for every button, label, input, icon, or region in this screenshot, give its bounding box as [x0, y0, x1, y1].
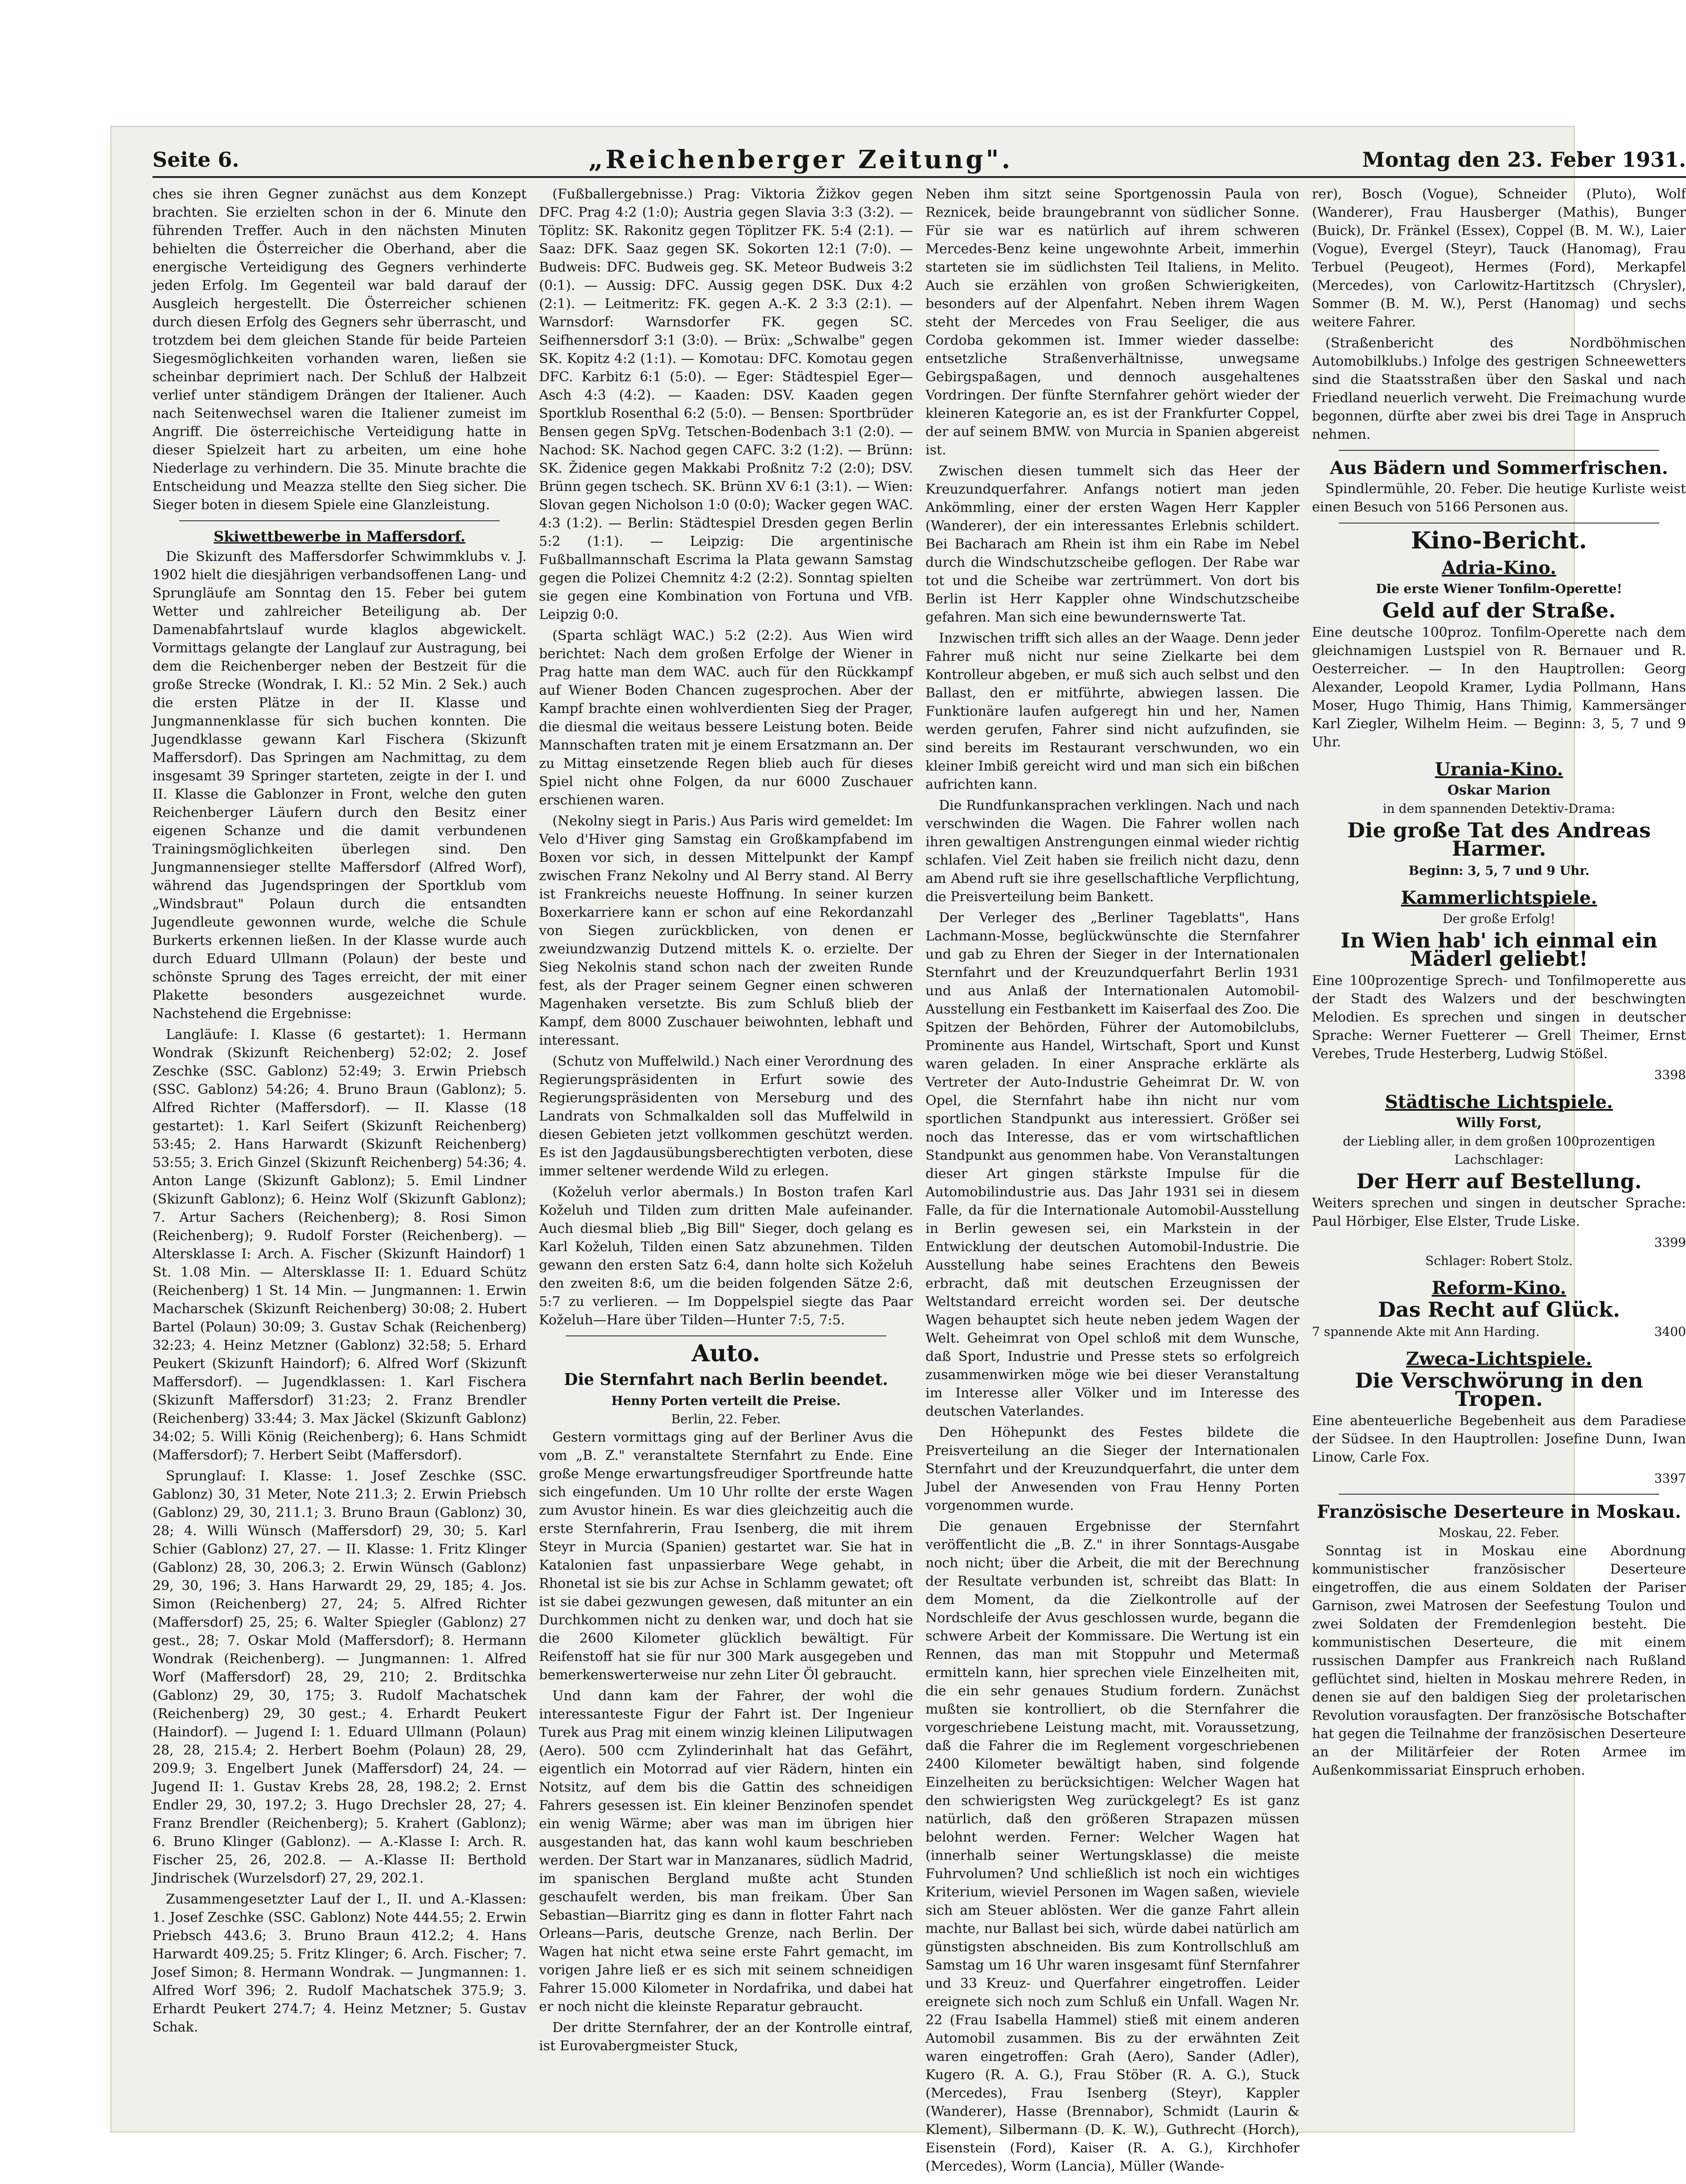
article-text: Neben ihm sitzt seine Sportgenossin Paula von Reznicek, beide braungebrannt von südlicher Sonne. Für sie war es natürlich auf ihrem schweren Mercedes-Benz keine ungewohnte Arbeit, immerhin starteten sie im südlichsten Teil Italiens, in Melito. Auch sie erzählen von großen Schwierigkeiten, besonders auf der Alpenfahrt. Neben ihrem Wagen steht der Mercedes von Frau Seeliger, die aus Cordoba gekommen ist. Immer wieder dasselbe: entsetzliche Straßenverhältnisse, unwegsame Gebirgspaßagen, und dennoch ausgehaltenes Vordringen. Der fünfte Sternfahrer gehört wieder der kleineren Kategorie an, es ist der Frankfurter Coppel, der auf seinem BMW. von Murcia in Spanien abgereist ist.: [925, 186, 1299, 458]
column-2: [539, 185, 913, 2111]
results-text: Zusammengesetzter Lauf der I., II. und A.-Klassen: 1. Josef Zeschke (SSC. Gablonz) Note 444.55; 2. Erwin Priebsch 443.6; 3. Bruno Braun 412.2; 4. Hans Harwardt 409.25; 5. Fritz Klinger; 6. Arch. Fischer; 7. Josef Simon; 8. Hermann Wondrak. — Jungmannen: 1. Alfred Worf 396; 2. Rudolf Machatschek 375.9; 3. Erhardt Peukert 274.7; 4. Heinz Metzner; 5. Gustav Schak.: [152, 1891, 526, 2035]
article-subheadline: Henny Porten verteilt die Preise.: [611, 1393, 841, 1408]
article-text: (Straßenbericht des Nordböhmischen Automobilklubs.) Infolge des gestrigen Schneewetters sind die Staatsstraßen über den Saskal und nach Friedland neuerlich verweht. Die Freimachung wurde begonnen, dürfte aber zwei bis drei Tage in Anspruch nehmen.: [1312, 335, 1686, 442]
cinema-name: Reform-Kino.: [1431, 1277, 1567, 1298]
column-3: [925, 185, 1299, 2174]
article-text: Die Rundfunkansprachen verklingen. Nach und nach verschwinden die Wagen. Die Fahrer wollen nach ihren gewaltigen Anstrengungen einmal wieder richtig schlafen. Viel Zeit haben sie freilich nicht dazu, denn am Abend ruft sie ihre gesellschaftliche Verpflichtung, die Preisverteilung beim Bankett.: [925, 798, 1299, 905]
film-description: 7 spannende Akte mit Ann Harding.: [1312, 1324, 1540, 1339]
page-number: Seite 6.: [152, 148, 239, 172]
article-text: Und dann kam der Fahrer, der wohl die interessanteste Figur der Fahrt ist. Der Ingenieur Turek aus Prag mit einem winzig kleinen Liliputwagen (Aero). 500 ccm Zylinderinhalt hat das Gefährt, eigentlich ein Motorrad auf vier Rädern, hinten ein Notsitz, auf dem bis die Gattin des schneidigen Fahrers gesessen ist. Ein kleiner Benzinofen spendet ein wenig Wärme; aber was man im übrigen hier ausgestanden hat, das kann wohl kaum beschrieben werden. Der Start war in Manzanares, südlich Madrid, im spanischen Bergland mußte acht Stunden geschaufelt werden, bis man freikam. Über San Sebastian—Biarritz ging es dann in flotter Fahrt nach Orleans—Paris, deutsche Grenze, nach Berlin. Der Wagen hat nicht etwa seine erste Fahrt gemacht, im vorigen Jahre ließ er es sich mit seinem schneidigen Fahrer 15.000 Kilometer in Nordafrika, und dabei hat er noch nicht die kleinste Reparatur gebraucht.: [539, 1688, 913, 2015]
film-title: Die Verschwörung in den Tropen.: [1355, 1368, 1643, 1411]
article-text: (Koželuh verlor abermals.) In Boston trafen Karl Koželuh und Tilden zum dritten Male aufeinander. Auch diesmal blieb „Big Bill" Sieger, doch gelang es Karl Koželuh, Tilden einen Satz abzunehmen. Tilden gewann den ersten Satz 6:4, dann holte sich Koželuh den zweiten 8:6, um die beiden folgenden Sätze 2:6, 5:7 zu verlieren. — Im Doppelspiel siegte das Paar Koželuh—Hare über Tilden—Hunter 7:5, 7:5.: [539, 1184, 913, 1328]
article-headline: Französische Deserteure in Moskau.: [1316, 1501, 1682, 1522]
article-text: (Fußballergebnisse.) Prag: Viktoria Žižkov gegen DFC. Prag 4:2 (1:0); Austria gegen Slavia 3:3 (3:2). — Töplitz: SK. Rakonitz gegen Töplitzer FK. 5:4 (2:1). — Saaz: DFK. Saaz gegen SK. Sokorten 12:1 (7:0). — Budweis: DFC. Budweis geg. SK. Meteor Budweis 3:2 (0:1). — Aussig: DFC. Aussig gegen DSK. Dux 4:2 (2:1). — Leitmeritz: FK. gegen A.-K. 2 3:3 (2:1). — Warnsdorf: Warnsdorfer FK. gegen SC. Seifhennersdorf 3:1 (3:0). — Brüx: „Schwalbe" gegen SK. Kopitz 4:2 (1:1). — Komotau: DFC. Komotau gegen DFC. Karbitz 6:1 (5:0). — Eger: Städtespiel Eger—Asch 4:3 (4:2). — Kaaden: DSV. Kaaden gegen Sportklub Rosenthal 6:2 (5:0). — Bensen: Sportbrüder Bensen gegen SpVg. Tetschen-Bodenbach 3:1 (2:0). — Nachod: SK. Nachod gegen CAFC. 3:2 (1:2). — Brünn: SK. Židenice gegen Makkabi Proßnitz 7:2 (2:0); DSV. Brünn gegen tschech. SK. Brünn XV 6:1 (3:1). — Wien: Slovan gegen Nicholson 1:0 (0:0); Wacker gegen WAC. 4:3 (1:2). — Berlin: Städtespiel Dresden gegen Berlin 5:2 (1:1). — Leipzig: Die argentinische Fußballmannschaft Escrima la Plata gewann Samstag gegen die Polizei Chemnitz 4:2 (2:2). Sonntag spielten sie gegen eine Kombination von Fortuna und VfB. Leipzig 0:0.: [539, 186, 913, 622]
ad-number: 3398: [1654, 1067, 1686, 1082]
cinema-tagline: Der große Erfolg!: [1443, 911, 1555, 926]
article-text: Inzwischen trifft sich alles an der Waage. Denn jeder Fahrer muß nicht nur seine Zielkarte bei dem Kontrolleur abgeben, er muß sich auch selbst und den Ballast, den er mitführte, abwiegen lassen. Die Funktionäre laufen aufgeregt hin und her, Namen werden gerufen, Fahrer sind nicht aufzufinden, sie sind bereits im Restaurant verschwunden, wo ein kleiner Imbiß gereicht wird und man sich ein bißchen aufrichten kann.: [925, 630, 1299, 792]
columns: [152, 185, 1686, 2174]
article-text: rer), Bosch (Vogue), Schneider (Pluto), Wolf (Wanderer), Frau Hausberger (Mathis), Bunger (Buick), Dr. Fränkel (Essex), Coppel (B. M. W.), Laier (Vogue), Evergel (Steyr), Tauck (Hanomag), Frau Terbuel (Peugeot), Hermes (Ford), Merkapfel (Mercedes), von Carlowitz-Hartitzsch (Chrysler), Sommer (B. M. W.), Perst (Hanomag) und sechs weitere Fahrer.: [1312, 186, 1686, 330]
article-text: Zwischen diesen tummelt sich das Heer der Kreuzundquerfahrer. Anfangs notiert man jeden Ankömmling, einer der ersten Wagen Herr Kappler (Wanderer), der ein interessantes Erlebnis schildert. Bei Bacharach am Rhein ist ihm ein Rabe im Nebel durch die Windschutzscheibe geflogen. Der Rabe war tot und die Scheibe war zertrümmert. Von dort bis Berlin ist Herr Kappler ohne Windschutzscheibe gefahren. Man sich eine bewundernswerte Tat.: [925, 463, 1299, 625]
divider: [1339, 1494, 1659, 1495]
article-text: Den Höhepunkt des Festes bildete die Preisverteilung an die Sieger der Internationalen Sternfahrt und der Kreuzundquerfahrt, die unter dem Jubel der Anwesenden von Frau Henny Porten vorgenommen wurde.: [925, 1425, 1299, 1513]
film-music: Schlager: Robert Stolz.: [1425, 1253, 1573, 1268]
section-heading-auto: Auto.: [691, 1340, 761, 1367]
article-text: Gestern vormittags ging auf der Berliner Avus die vom „B. Z." veranstaltete Sternfahrt zu Ende. Eine große Menge erwartungsfreudiger Sportfreunde hatte sich eingefunden. Um 10 Uhr rollte der erste Wagen zum Avustor hinein. Es war dies gleichzeitig auch die erste Sternfahrerin, Frau Isenberg, die mit ihrem Steyr in Murcia (Spanien) gestartet war. Sie hat in Katalonien fast unpassierbare Wege gehabt, in Rhonetal ist sie bis zur Achse in Schlamm gewatet; oft ist sie dabei gezwungen gewesen, daß mitunter an ein Durchkommen nicht zu denken war, und doch hat sie die 2600 Kilometer glücklich bewältigt. Für Reifenstoff hat sie für nur 300 Mark ausgegeben und bemerkenswerterweise nur zehn Liter Öl gebraucht.: [539, 1430, 913, 1683]
cinema-name: Adria-Kino.: [1442, 557, 1556, 578]
film-title: Die große Tat des Andreas Harmer.: [1347, 818, 1651, 861]
newspaper-page: [111, 127, 1686, 2174]
article-text: Der Verleger des „Berliner Tageblatts", Hans Lachmann-Mosse, beglückwünschte die Sternfahrer und gab zu Ehren der Sieger in der Internationalen Sternfahrt und der Kreuzundquerfahrt Berlin 1931 und aus Anlaß der Internationalen Automobil-Ausstellung ein Festbankett im Kaiserfaal des Zoo. Die Spitzen der Behörden, Führer der Automobilclubs, Prominente aus Handel, Wirtschaft, Sport und Kunst waren geladen. In einer Ansprache erklärte als Vertreter der Auto-Industrie Geheimrat Dr. W. von Opel, die Sternfahrt habe ihn nicht nur vom sportlichen Standpunkt aus interessiert. Größer sei noch das Interesse, das er vom wirtschaftlichen Standpunkt aus genommen habe. Von Veranstaltungen dieser Art gingen stärkste Impulse für die Automobilindustrie aus. Das Jahr 1931 sei in diesem Falle, da für die Internationale Automobil-Ausstellung in Berlin gewesen sei, ein Markstein in der Entwicklung der deutschen Automobil-Industrie. Die Ausstellung habe seines Erachtens den Beweis erbracht, daß mit deutschen Erzeugnissen der Weltstandard erreicht worden sei. Der deutsche Wagen behauptet sich heute neben jedem Wagen der Welt. Geheimrat von Opel schloß mit dem Wunsche, daß Sport, Industrie und Presse stets so erfolgreich zusammenwirken möge wie bei dieser Veranstaltung im Interesse aller Völker und im Interesse des deutschen Vaterlandes.: [925, 910, 1299, 1419]
article-text: Sonntag ist in Moskau eine Abordnung kommunistischer französischer Deserteure eingetroffen, die aus einem Soldaten der Pariser Garnison, zwei Matrosen der Seefestung Toulon und zwei Soldaten der Fremdenlegion besteht. Die kommunistischen Deserteure, die mit einem russischen Dampfer aus Frankreich nach Rußland geflüchtet sind, hielten in Moskau mehrere Reden, in denen sie auf den baldigen Sieg der proletarischen Revolution vorausfagten. Der französische Botschafter hat gegen die Teilnahme der französischen Deserteure an der Militärfeier der Roten Armee im Außenkommissariat Einspruch erhoben.: [1312, 1543, 1686, 1778]
film-star: Willy Forst,: [1456, 1115, 1542, 1131]
article-text: (Sparta schlägt WAC.) 5:2 (2:2). Aus Wien wird berichtet: Nach dem großen Erfolge der Wiener in Prag hatte man dem WAC. auch für den Rückkampf auf Wiener Boden Chancen zugesprochen. Aber der Kampf brachte einen wohlverdienten Sieg der Prager, die diesmal die weitaus bessere Leistung boten. Beide Mannschaften traten mit je einem Ersatzmann an. Der zu Mittag einsetzende Regen blieb auch für dieses Spiel nicht ohne Folgen, da nur 6000 Zuschauer erschienen waren.: [539, 628, 913, 808]
section-heading: Skiwettbewerbe in Maffersdorf.: [214, 528, 465, 545]
column-4: [1312, 185, 1686, 2111]
article-text: Der dritte Sternfahrer, der an der Kontrolle eintraf, ist Eurovabergmeister Stuck,: [539, 2020, 913, 2054]
film-description: Eine abenteuerliche Begebenheit aus dem Paradiese der Südsee. In den Hauptrollen: Josefine Dunn, Iwan Linow, Carle Fox.: [1312, 1413, 1686, 1465]
film-cast: Weiters sprechen und singen in deutscher Sprache: Paul Hörbiger, Else Elster, Trude Liske.: [1312, 1195, 1686, 1229]
film-line: [1312, 1323, 1686, 1341]
issue-date: Montag den 23. Feber 1931.: [1362, 148, 1686, 172]
results-text: Langläufe: I. Klasse (6 gestartet): 1. Hermann Wondrak (Skizunft Reichenberg) 52:02; 2. Josef Zeschke (SSC. Gablonz) 52:49; 3. Erwin Priebsch (SSC. Gablonz) 54:26; 4. Bruno Braun (Gablonz); 5. Alfred Richter (Maffersdorf). — II. Klasse (18 gestartet): 1. Karl Seifert (Skizunft Reichenberg) 53:45; 2. Hans Harwardt (Skizunft Reichenberg) 53:55; 3. Erich Ginzel (Skizunft Reichenberg) 54:36; 4. Anton Lange (Skizunft Gablonz); 5. Emil Lindner (Skizunft Gablonz); 6. Heinz Wolf (Skizunft Gablonz); 7. Artur Sachers (Reichenberg); 8. Rosi Simon (Reichenberg); 9. Rudolf Forster (Reichenberg). — Altersklasse I: Arch. A. Fischer (Skizunft Haindorf) 1 St. 1.08 Min. — Altersklasse II: 1. Eduard Schütz (Reichenberg) 1 St. 14 Min. — Jungmannen: 1. Erwin Macharschek (Skizunft Reichenberg) 30:08; 2. Hubert Bartel (Polaun) 30:09; 3. Gustav Schak (Reichenberg) 32:23; 4. Heinz Metzner (Gablonz) 32:58; 5. Erhard Peukert (Skizunft Haindorf); 6. Alfred Worf (Skizunft Maffersdorf). — Jugendklassen: 1. Karl Fischera (Skizunft Maffersdorf) 31:23; 2. Franz Brendler (Reichenberg) 33:44; 3. Max Jäckel (Skizunft Gablonz) 34:02; 5. Willi König (Reichenberg); 6. Hans Schmidt (Maffersdorf); 7. Herbert Seibt (Maffersdorf).: [152, 1027, 526, 1463]
cinema-name: Zweca-Lichtspiele.: [1406, 1348, 1592, 1369]
cinema-tagline: Die erste Wiener Tonfilm-Operette!: [1376, 581, 1622, 596]
masthead: „Reichenberger Zeitung".: [588, 145, 1013, 174]
divider: [566, 1335, 886, 1336]
article-text: (Schutz von Muffelwild.) Nach einer Verordnung des Regierungspräsidenten in Erfurt sowie des Regierungspräsidenten von Merseburg und des Landrats von Schmalkalden soll das Muffelwild in diesen Gebieten jetzt vollkommen geschützt werden. Es ist den Jagdausübungsberechtigten verboten, diese immer seltener werdende Wild zu erlegen.: [539, 1054, 913, 1179]
showtimes: Beginn: 3, 5, 7 und 9 Uhr.: [1408, 863, 1590, 878]
film-title: In Wien hab' ich einmal ein Mäderl geliebt!: [1341, 928, 1657, 971]
article-text: Die Skizunft des Maffersdorfer Schwimmklubs v. J. 1902 hielt die diesjährigen verbandsoffenen Lang- und Sprungläufe am Sonntag den 15. Feber bei gutem Wetter und zahlreicher Beteiligung ab. Der Damenabfahrtslauf wurde klaglos abgewickelt. Vormittags gelangte der Langlauf zur Austragung, bei dem die Reichenberger neben der Bestzeit für die große Strecke (Wondrak, I. Kl.: 52 Min. 2 Sek.) auch die ersten Plätze in der II. Klasse und Jungmannenklasse für sich buchen konnten. Die Jugendklasse gewann Karl Fischera (Skizunft Maffersdorf). Das Springen am Nachmittag, zu dem insgesamt 39 Springer starteten, zeigte in der I. und II. Klasse die Gablonzer in Front, welche den guten Reichenberger Läufern durch den Besitz einer eigenen Schanze und die damit verbundenen Trainingsmöglichkeiten überlegen sind. Den Jungmannensieger stellte Maffersdorf (Alfred Worf), während das Jugendspringen der Sportklub vom „Windsbraut" Polaun durch die entsandten Jugendleute gewonnen wurde, welche die Schule Burkerts erkennen ließen. In der Klasse wurde auch durch Eduard Ullmann (Polaun) der beste und schönste Sprung des Tages erreicht, der mit einer Plakette besonders ausgezeichnet wurde. Nachstehend die Ergebnisse:: [152, 549, 526, 1022]
dateline: Moskau, 22. Feber.: [1439, 1525, 1559, 1540]
film-star: Oskar Marion: [1447, 783, 1551, 798]
film-title: Der Herr auf Bestellung.: [1356, 1169, 1642, 1193]
page-header: [152, 144, 1686, 175]
header-rule: [152, 176, 1686, 178]
article-text: Spindlermühle, 20. Feber. Die heutige Kurliste weist einen Besuch von 5166 Personen aus.: [1312, 481, 1686, 515]
column-1: [152, 185, 526, 2111]
section-heading-kino: Kino-Bericht.: [1411, 527, 1587, 554]
ad-number: 3397: [1654, 1471, 1686, 1486]
section-heading-baeder: Aus Bädern und Sommerfrischen.: [1330, 457, 1668, 478]
article-text: (Nekolny siegt in Paris.) Aus Paris wird gemeldet: Im Velo d'Hiver ging Samstag ein Großkampfabend im Boxen vor sich, in dessen Mittelpunkt der Kampf zwischen Franz Nekolny und Al Berry stand. Al Berry ist Frankreichs neueste Hoffnung. In seiner kurzen Boxerkarriere kann er schon auf eine Rekordanzahl von Siegen zurückblicken, von denen er zweiundzwanzig Dutzend mittels K. o. erzielte. Der Sieg Nekolnis stand schon nach der zweiten Runde fest, als der Prager seinem Gegner einen schweren Magenhaken versetzte. Bis zum Schluß blieb der Kampf, dem 8000 Zuschauer beiwohnten, lebhaft und interessant.: [539, 813, 913, 1048]
film-description: in dem spannenden Detektiv-Drama:: [1382, 801, 1616, 816]
article-headline: Die Sternfahrt nach Berlin beendet.: [564, 1370, 888, 1389]
article-text: Die genauen Ergebnisse der Sternfahrt veröffentlicht die „B. Z." in ihrer Sonntags-Ausgabe noch nicht; über die Arbeit, die mit der Berechnung der Resultate verbunden ist, schreibt das Blatt: In dem Moment, da die Zielkontrolle auf der Nordschleife der Avus geschlossen wurde, begann die schwere Arbeit der Kommissare. Die Wertung ist ein Rennen, das man mit Stoppuhr und Metermaß ermitteln kann, hier sprechen viele Einzelheiten mit, die ein sehr genaues Studium fordern. Zunächst mußten sie kontrolliert, ob die Sternfahrer die vorgeschriebene Leistung macht, mit. Voraussetzung, daß die Fahrer die im Reglement vorgeschriebenen 2400 Kilometer bewältigt haben, sind folgende Einzelheiten zu berücksichtigen: Welcher Wagen hat den schwierigsten Weg zurückgelegt? Es ist ganz natürlich, daß den größeren Strapazen müssen belohnt werden. Ferner: Welcher Wagen hat (innerhalb seiner Wertungsklasse) die meiste Fuhrvolumen? Und schließlich ist noch ein wichtiges Kriterium, wieviel Personen im Wagen saßen, wieviele sich am Steuer ablösten. Wer die ganze Fahrt allein machte, nur Ballast bei sich, würde dabei natürlich am günstigsten abschneiden. Bis zum Kontrollschluß am Samstag um 16 Uhr waren insgesamt fünf Sternfahrer und 33 Kreuz- und Querfahrer eingetroffen. Leider ereignete sich noch zum Schluß ein Unfall. Wagen Nr. 22 (Frau Isabella Hammel) stieß mit einem anderen Automobil zusammen. Bis zu der erwähnten Zeit waren eingetroffen: Grah (Aero), Sander (Adler), Kugero (R. A. G.), Frau Stöber (R. A. G.), Stuck (Mercedes), Frau Isenberg (Steyr), Kappler (Wanderer), Hasse (Brennabor), Schmidt (Laurin & Klement), Silbermann (D. K. W.), Guthrecht (Horch), Eisenstein (Ford), Kaiser (R. A. G.), Kirchhofer (Mercedes), Worm (Lancia), Müller (Wande-: [925, 1519, 1299, 2174]
ad-number: 3400: [1654, 1324, 1686, 1339]
divider: [179, 520, 500, 521]
film-description: Eine 100prozentige Sprech- und Tonfilmoperette aus der Stadt des Walzers und der beschwingten Melodien. Es sprechen und singen in deutscher Sprache: Werner Fuetterer — Grell Theimer, Ernst Verebes, Trude Hesterberg, Ludwig Stößel.: [1312, 973, 1686, 1062]
article-text: ches sie ihren Gegner zunächst aus dem Konzept brachten. Sie erzielten schon in der 6. Minute den führenden Treffer. Auch in den nächsten Minuten behielten die Österreicher die Oberhand, aber die energische Verteidigung des Gegners verhinderte jeden Erfolg. Im Gegenteil war bald darauf der Ausgleich hergestellt. Die Österreicher schienen durch diesen Erfolg des Gegners sehr überrascht, und trotzdem bei dem gleichen Stande für beide Parteien Siegesmöglichkeiten vorhanden waren, ließen sie scheinbar deprimiert nach. Der Schluß der Halbzeit verlief unter ständigem Drängen der Italiener. Auch nach Seitenwechsel waren die Italiener zumeist im Angriff. Die österreichische Verteidigung hatte in dieser Spielzeit hart zu arbeiten, um eine hohe Niederlage zu verhindern. Die 35. Minute brachte die Entscheidung und Meazza stellte den Sieg sicher. Die Sieger boten in diesem Spiele eine Glanzleistung.: [152, 186, 526, 513]
results-text: Sprunglauf: I. Klasse: 1. Josef Zeschke (SSC. Gablonz) 30, 31 Meter, Note 211.3; 2. Erwin Priebsch (Gablonz) 29, 30, 211.1; 3. Bruno Braun (Gablonz) 30, 28; 4. Willi Wünsch (Maffersdorf) 29, 30; 5. Karl Schier (Gablonz) 27, 27. — II. Klasse: 1. Fritz Klinger (Gablonz) 28, 30, 206.3; 2. Erwin Wünsch (Gablonz) 29, 30, 196; 3. Hans Harwardt 29, 29, 185; 4. Jos. Simon (Reichenberg) 27, 24; 5. Alfred Richter (Maffersdorf) 25, 25; 6. Walter Spiegler (Gablonz) 27 gest., 28; 7. Oskar Mold (Maffersdorf); 8. Hermann Wondrak (Reichenberg). — Jungmannen: 1. Alfred Worf (Maffersdorf) 28, 29, 210; 2. Brditschka (Gablonz) 29, 30, 175; 3. Rudolf Machatschek (Reichenberg) 29, 30 gest.; 4. Erhardt Peukert (Haindorf). — Jugend I: 1. Eduard Ullmann (Polaun) 28, 28, 215.4; 2. Herbert Boehm (Polaun) 28, 29, 209.9; 3. Engelbert Junek (Maffersdorf) 24, 24. — Jugend II: 1. Gustav Krebs 28, 28, 198.2; 2. Ernst Endler 29, 30, 197.2; 3. Hugo Drechsler 28, 27; 4. Franz Brendler (Reichenberg); 5. Krahert (Gablonz); 6. Bruno Klinger (Gablonz). — A.-Klasse I: Arch. R. Fischer 25, 26, 202.8. — A.-Klasse II: Berthold Jindrischek (Wurzelsdorf) 27, 29, 202.1.: [152, 1468, 526, 1886]
cinema-name: Städtische Lichtspiele.: [1385, 1092, 1613, 1113]
divider: [1339, 450, 1659, 451]
film-description: Eine deutsche 100proz. Tonfilm-Operette nach dem gleichnamigen Lustspiel von R. Bernauer und R. Oesterreicher. — In den Hauptrollen: Georg Alexander, Leopold Kramer, Lydia Pollmann, Hans Moser, Hugo Thimig, Hans Thimig, Kammersänger Karl Ziegler, Wilhelm Heim. — Beginn: 3, 5, 7 und 9 Uhr.: [1312, 625, 1686, 750]
film-title: Das Recht auf Glück.: [1378, 1298, 1620, 1322]
cinema-name: Kammerlichtspiele.: [1401, 887, 1597, 908]
film-title: Geld auf der Straße.: [1382, 598, 1616, 622]
dateline: Berlin, 22. Feber.: [671, 1412, 781, 1426]
ad-number: 3399: [1654, 1235, 1686, 1250]
cinema-name: Urania-Kino.: [1435, 759, 1563, 780]
film-description: der Liebling aller, in dem großen 100prozentigen Lachschlager:: [1343, 1134, 1655, 1167]
